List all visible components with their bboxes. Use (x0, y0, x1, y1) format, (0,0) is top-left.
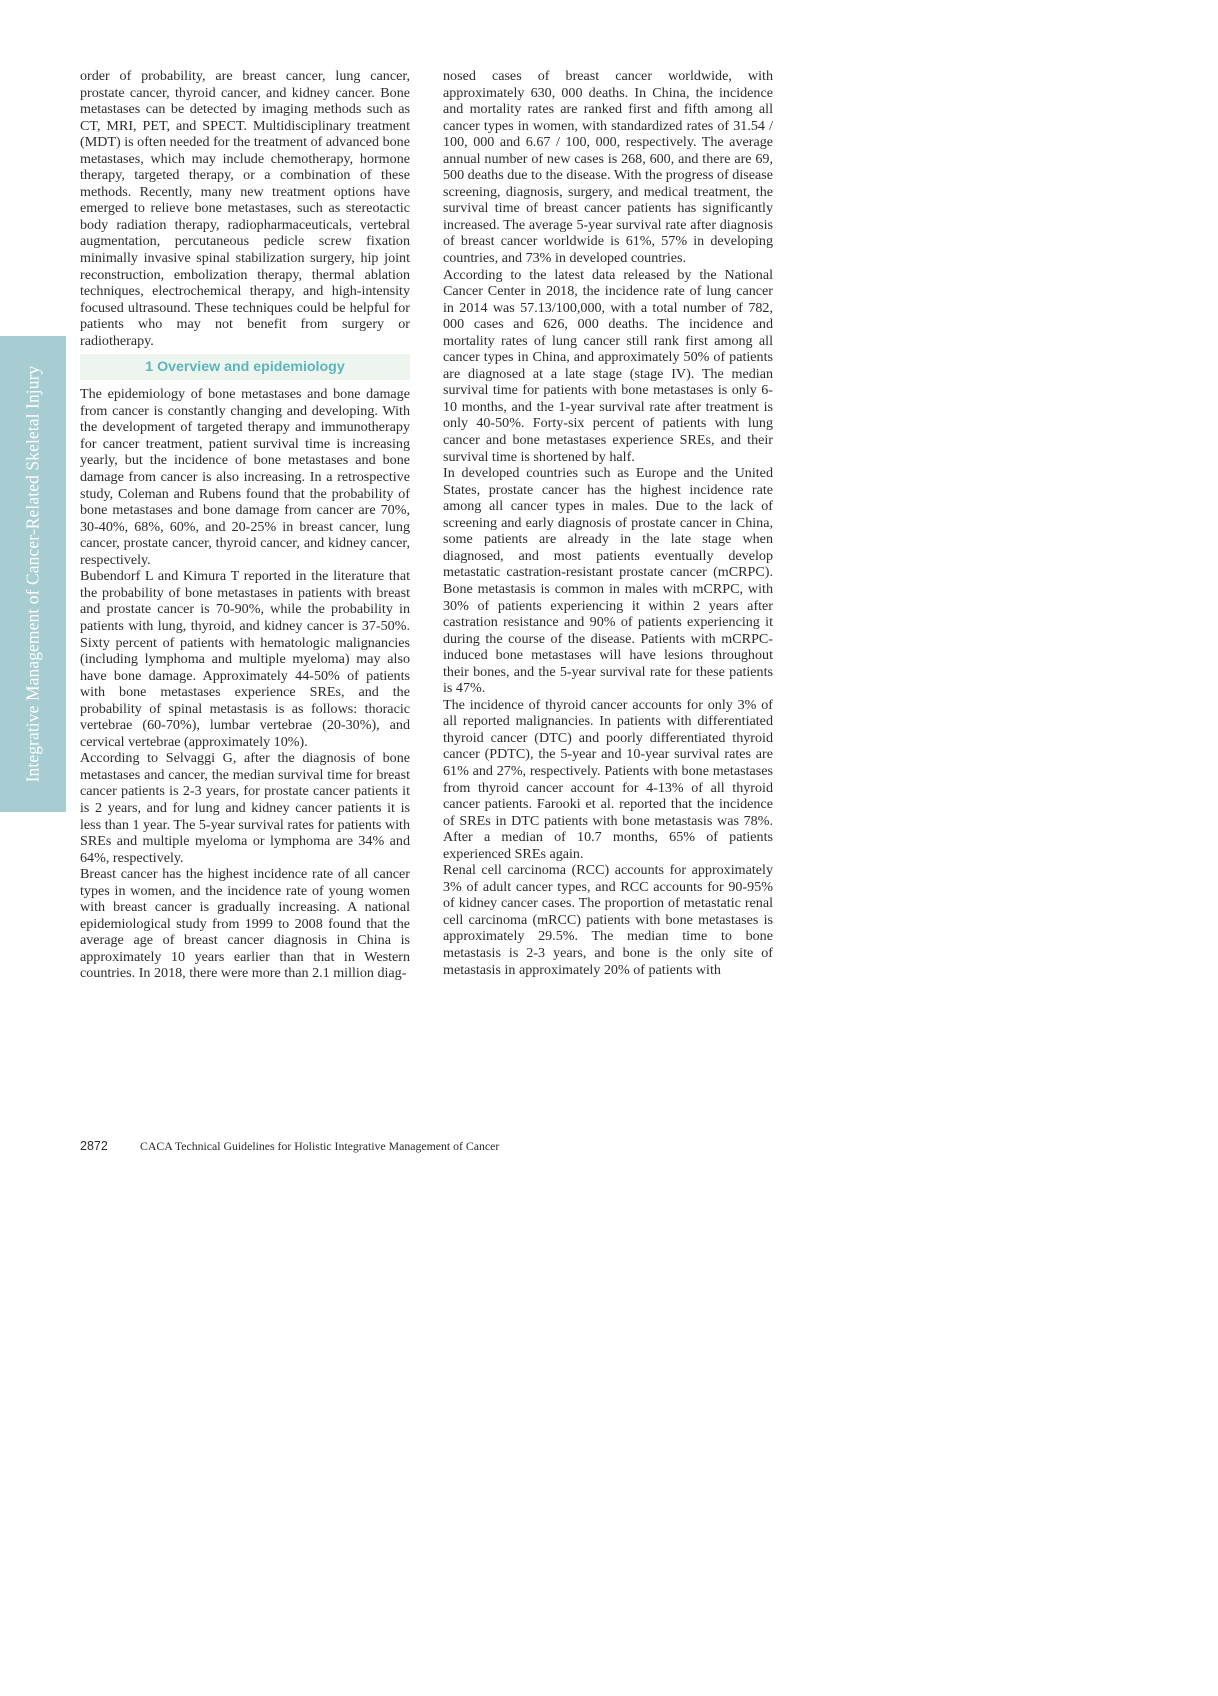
paragraph: order of probability, are breast cancer, lung cancer, prostate cancer, thyroid cancer, and kidney cancer. Bone metastases can be detected by imaging methods such as CT, MRI, PET, and SPECT. Multidisciplinary treatment (MDT) is often needed for the treatment of advanced bone metastases, which may include chemotherapy, hormone therapy, targeted therapy, or a combination of these methods. Recently, many new treatment options have emerged to relieve bone metastases, such as stereotactic body radiation therapy, radiopharmaceuticals, vertebral augmentation, percutaneous pedicle screw fixation minimally invasive spinal stabilization surgery, hip joint reconstruction, embolization therapy, thermal ablation techniques, electrochemical therapy, and high-intensity focused ultrasound. These techniques could be helpful for patients who may not benefit from surgery or radiotherapy. (80, 68, 410, 349)
side-tab-label: Integrative Management of Cancer-Related Skeletal Injury (22, 365, 43, 783)
paragraph: According to the latest data released by the National Cancer Center in 2018, the incidence rate of lung cancer in 2014 was 57.13/100,000, with a total number of 782, 000 cases and 626, 000 deaths. The incidence and mortality rates of lung cancer still rank first among all cancer types in China, and approximately 50% of patients are diagnosed at a late stage (stage IV). The median survival time for patients with bone metastases is only 6-10 months, and the 1-year survival rate after treatment is only 40-50%. Forty-six percent of patients with lung cancer and bone metastases experience SREs, and their survival time is shortened by half. (443, 266, 773, 465)
section-heading: 1 Overview and epidemiology (80, 354, 410, 380)
page-number: 2872 (80, 1139, 108, 1153)
paragraph: In developed countries such as Europe and the United States, prostate cancer has the highest incidence rate among all cancer types in males. Due to the lack of screening and early diagnosis of prostate cancer in China, some patients are already in the late stage when diagnosed, and most patients eventually develop metastatic castration-resistant prostate cancer (mCRPC). Bone metastasis is common in males with mCRPC, with 30% of patients experiencing it within 2 years after castration resistance and 90% of patients experiencing it during the course of the disease. Patients with mCRPC-induced bone metastases will have lesions throughout their bones, and the 5-year survival rate for these patients is 47%. (443, 465, 773, 697)
paragraph: According to Selvaggi G, after the diagnosis of bone metastases and cancer, the median survival time for breast cancer patients is 2-3 years, for prostate cancer patients it is 2 years, and for lung and kidney cancer patients it is less than 1 year. The 5-year survival rates for patients with SREs and multiple myeloma or lymphoma are 34% and 64%, respectively. (80, 750, 410, 866)
paragraph: nosed cases of breast cancer worldwide, with approximately 630, 000 deaths. In China, the incidence and mortality rates are ranked first and fifth among all cancer types in women, with standardized rates of 31.54 / 100, 000 and 6.67 / 100, 000, respectively. The average annual number of new cases is 268, 600, and there are 69, 500 deaths due to the disease. With the progress of disease screening, diagnosis, surgery, and medical treatment, the survival time of breast cancer patients has significantly increased. The average 5-year survival rate after diagnosis of breast cancer worldwide is 61%, 57% in developing countries, and 73% in developed countries. (443, 68, 773, 267)
paragraph: The epidemiology of bone metastases and bone damage from cancer is constantly changing and developing. With the development of targeted therapy and immunotherapy for cancer treatment, patient survival time is increasing yearly, but the incidence of bone metastases and bone damage from cancer is also increasing. In a retrospective study, Coleman and Rubens found that the probability of bone metastases and bone damage from cancer are 70%, 30-40%, 68%, 60%, and 20-25% in breast cancer, lung cancer, prostate cancer, thyroid cancer, and kidney cancer, respectively. (80, 386, 410, 568)
right-column (443, 68, 773, 978)
left-column (80, 68, 410, 982)
side-tab (0, 336, 66, 812)
paragraph: Breast cancer has the highest incidence rate of all cancer types in women, and the incidence rate of young women with breast cancer is gradually increasing. A national epidemiological study from 1999 to 2008 found that the average age of breast cancer diagnosis in China is approximately 10 years earlier than that in Western countries. In 2018, there were more than 2.1 million diag- (80, 866, 410, 982)
paragraph: Renal cell carcinoma (RCC) accounts for approximately 3% of adult cancer types, and RCC accounts for 90-95% of kidney cancer cases. The proportion of metastatic renal cell carcinoma (mRCC) patients with bone metastases is approximately 29.5%. The median time to bone metastasis is 2-3 years, and bone is the only site of metastasis in approximately 20% of patients with (443, 862, 773, 978)
running-title: CACA Technical Guidelines for Holistic Integrative Management of Cancer (140, 1139, 500, 1153)
paragraph: The incidence of thyroid cancer accounts for only 3% of all reported malignancies. In patients with differentiated thyroid cancer (DTC) and poorly differentiated thyroid cancer (PDTC), the 5-year and 10-year survival rates are 61% and 27%, respectively. Patients with bone metastases from thyroid cancer account for 4-13% of all thyroid cancer patients. Farooki et al. reported that the incidence of SREs in DTC patients with bone metastasis was 78%. After a median of 10.7 months, 65% of patients experienced SREs again. (443, 696, 773, 862)
page-footer (80, 1137, 499, 1155)
paragraph: Bubendorf L and Kimura T reported in the literature that the probability of bone metastases in patients with breast and prostate cancer is 70-90%, while the probability in patients with lung, thyroid, and kidney cancer is 37-50%. Sixty percent of patients with hematologic malignancies (including lymphoma and multiple myeloma) may also have bone damage. Approximately 44-50% of patients with bone metastases experience SREs, and the probability of spinal metastasis is as follows: thoracic vertebrae (60-70%), lumbar vertebrae (20-30%), and cervical vertebrae (approximately 10%). (80, 568, 410, 750)
